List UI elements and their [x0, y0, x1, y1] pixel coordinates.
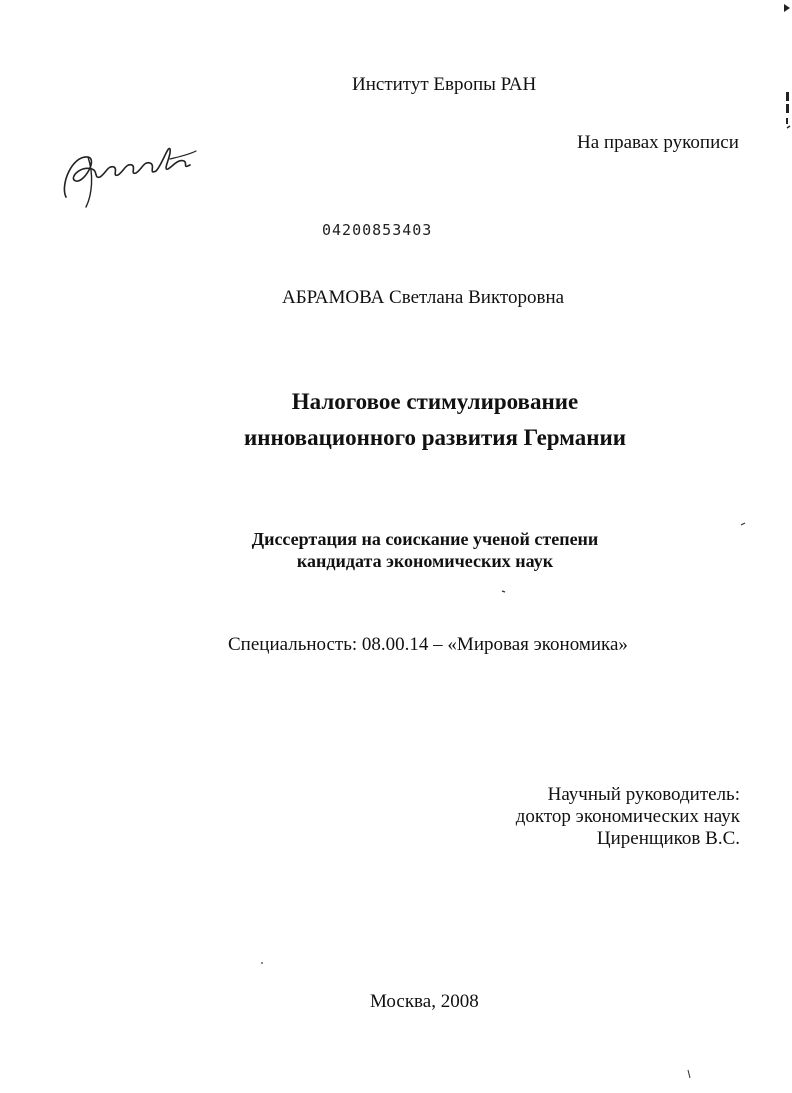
- author-name: АБРАМОВА Светлана Викторовна: [282, 287, 565, 308]
- city-year: Москва, 2008: [370, 991, 479, 1012]
- institute-name: Институт Европы РАН: [352, 74, 537, 95]
- manuscript-note: На правах рукописи: [577, 132, 739, 153]
- handwritten-signature-icon: [58, 135, 198, 210]
- supervisor-name: Циренщиков В.С.: [596, 828, 740, 849]
- supervisor-label: Научный руководитель:: [547, 784, 740, 805]
- specialty: Специальность: 08.00.14 – «Мировая экономика»: [228, 634, 628, 655]
- dissertation-line-2: кандидата экономических наук: [296, 551, 554, 571]
- thesis-title-line-2: инновационного развития Германии: [244, 425, 626, 450]
- supervisor-degree: доктор экономических наук: [515, 806, 740, 827]
- thesis-title-line-1: Налоговое стимулирование: [291, 389, 579, 414]
- supervisor-block: [516, 784, 740, 850]
- registration-number: 04200853403: [322, 221, 433, 239]
- dissertation-line-1: Диссертация на соискание ученой степени: [251, 529, 599, 549]
